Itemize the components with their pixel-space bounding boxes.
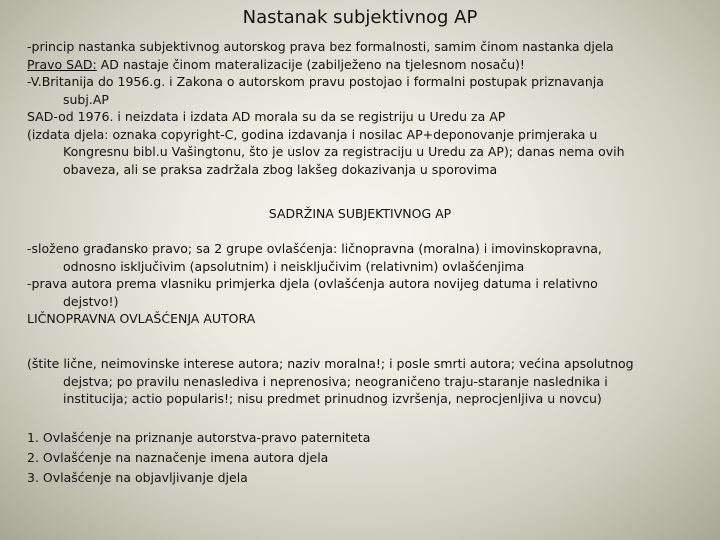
paragraph-personal-rights bbox=[27, 355, 634, 408]
text-line: -princip nastanka subjektivnog autorskog prava bez formalnosti, samim činom nastanka djela bbox=[27, 39, 614, 54]
list-item: 3. Ovlašćenje na objavljivanje djela bbox=[27, 470, 248, 485]
text-line: -V.Britanija do 1956.g. i Zakona o autorskom pravu postojao i formalni postupak priznavanja bbox=[27, 74, 604, 89]
text-line: (izdata djela: oznaka copyright-C, godina izdavanja i nosilac AP+deponovanje primjeraka u bbox=[27, 126, 598, 142]
section-heading: SADRŽINA SUBJEKTIVNOG AP bbox=[268, 206, 452, 221]
slide-title: Nastanak subjektivnog AP bbox=[242, 7, 478, 28]
text-line bbox=[27, 56, 625, 74]
text-line: (štite lične, neimovinske interese autora; naziv moralna!; i posle smrti autora; većina apsolutnog bbox=[27, 356, 634, 371]
paragraph-content bbox=[27, 240, 602, 328]
paragraph-formation bbox=[27, 38, 625, 178]
numbered-list bbox=[27, 428, 370, 488]
text-line: obaveza, ali se praksa zadržala zbog lakšeg dokazivanja u sporovima bbox=[63, 161, 498, 177]
text-line: institucija; actio popularis!; nisu predmet prinudnog izvršenja, neprocjenljiva u novcu) bbox=[63, 391, 602, 406]
text-line: Kongresnu bibl.u Vašingtonu, što je uslov za registraciju u Uredu za AP); danas nema ovih bbox=[63, 144, 625, 159]
text-line: -složeno građansko pravo; sa 2 grupe ovlašćenja: ličnopravna (moralna) i imovinskopravna, bbox=[27, 241, 602, 256]
text-line: odnosno isključivim (apsolutnim) i neisključivim (relativnim) ovlašćenjima bbox=[63, 258, 525, 274]
list-item: 1. Ovlašćenje na priznanje autorstva-pravo paterniteta bbox=[27, 430, 371, 445]
text-span: AD nastaje činom materalizacije (zabilježeno na tjelesnom nosaču)! bbox=[96, 56, 525, 72]
text-line: dejstvo!) bbox=[63, 293, 119, 309]
text-line: subj.AP bbox=[63, 91, 109, 107]
underlined-text: Pravo SAD: bbox=[27, 56, 97, 72]
text-line: -prava autora prema vlasniku primjerka djela (ovlašćenja autora novijeg datuma i relativno bbox=[27, 276, 598, 291]
subheading-personal-rights: LIČNOPRAVNA OVLAŠĆENJA AUTORA bbox=[27, 311, 256, 326]
text-line: dejstva; po pravilu nenasledivа i neprenosiva; neograničeno traju-staranje naslednika i bbox=[63, 373, 608, 389]
list-item: 2. Ovlašćenje na naznačenje imena autora djela bbox=[27, 450, 329, 465]
text-line: SAD-od 1976. i neizdata i izdata AD morala su da se registriju u Uredu za AP bbox=[27, 109, 506, 124]
